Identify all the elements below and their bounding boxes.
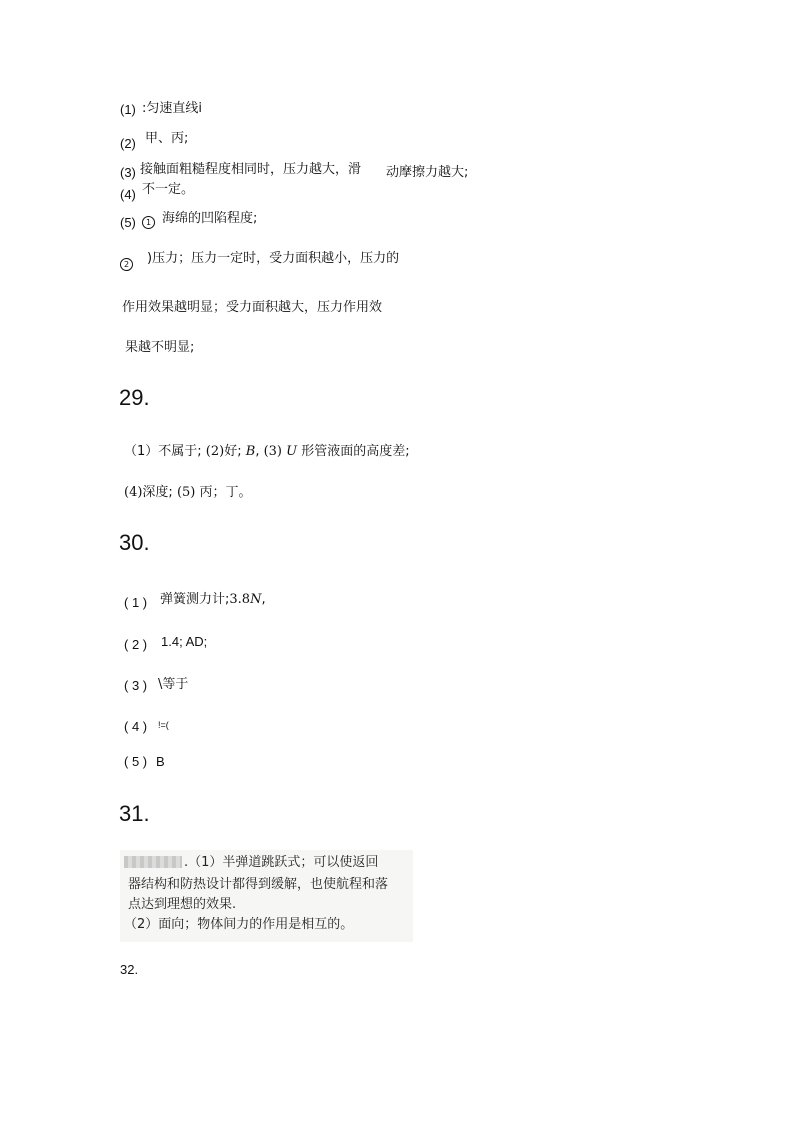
- q30-l1-num: ( 1 ): [124, 595, 148, 610]
- q28-l1-text: :匀速直线i: [142, 101, 202, 116]
- q28-l5-circle-label: 1: [142, 216, 155, 229]
- q28-l4-num: (4): [120, 187, 136, 202]
- q31-l2: 器结构和防热设计都得到缓解，也使航程和落: [128, 877, 389, 892]
- q30-l3-text: \等于: [158, 677, 189, 692]
- q30-l5-num: ( 5 ): [124, 754, 148, 769]
- q28-l6-circle: [118, 257, 135, 273]
- q28-l5-num: (5): [120, 215, 136, 230]
- q29-l1-a: （1）不属于;: [124, 444, 202, 459]
- q30-l1-math: 3.8: [229, 592, 251, 607]
- q30-l1-unit: N: [250, 592, 262, 607]
- q30-l4-text: !=(: [158, 720, 169, 730]
- q29-l2-d: 丙；丁。: [199, 485, 252, 500]
- q28-l2-num: (2): [120, 136, 136, 151]
- q31-l3: 点达到理想的效果.: [128, 897, 237, 912]
- q30-l2-text: 1.4; AD;: [161, 634, 208, 649]
- q29-l1-h: 形管液面的高度差;: [301, 444, 410, 459]
- q30-heading: 30.: [119, 530, 150, 555]
- q29-l1-f: (3): [263, 444, 283, 459]
- q30-l3-num: ( 3 ): [124, 678, 148, 693]
- q28-l7-text: 作用效果越明显；受力面积越大，压力作用效: [122, 300, 383, 315]
- q29-heading: 29.: [119, 385, 150, 410]
- q29-l2-c: (5): [176, 485, 196, 500]
- q30-l1-text: 弹簧测力计;: [160, 592, 230, 607]
- q29-l1-b: (2): [205, 444, 225, 459]
- q30-l1-tail: ,: [261, 592, 266, 607]
- q31-l1: .（1）半弹道跳跃式；可以使返回: [184, 855, 379, 870]
- q28-l6-text: )压力；压力一定时，受力面积越小，压力的: [147, 251, 400, 266]
- q30-l2-num: ( 2 ): [124, 637, 148, 652]
- q29-line2: [124, 485, 252, 501]
- q28-l6-circle-label: 2: [120, 258, 133, 271]
- q28-l5-text: 海绵的凹陷程度;: [162, 211, 258, 226]
- q28-l2-text: 甲、丙;: [145, 131, 189, 146]
- q28-l8-text: 果越不明显;: [125, 340, 195, 355]
- q29-l2-b: 深度;: [142, 485, 173, 500]
- q31-blurred-label: [124, 856, 182, 868]
- q28-l3-num: (3): [120, 165, 136, 180]
- q29-l1-c: 好;: [224, 444, 242, 459]
- q29-l2-a: (4): [124, 485, 143, 500]
- q30-line1: [160, 592, 266, 608]
- q28-l4-text: 不一定。: [142, 182, 195, 197]
- q29-l1-g: U: [286, 444, 298, 459]
- q28-l3-text-a: 接触面粗糙程度相同时，压力越大，滑: [140, 162, 362, 177]
- q28-l5-circle: [140, 215, 157, 231]
- q30-l4-num: ( 4 ): [124, 719, 148, 734]
- q29-l1-e: ,: [255, 444, 260, 459]
- q30-l5-text: B: [156, 754, 165, 769]
- q29-l1-d: B: [245, 444, 256, 459]
- q28-l1-num: (1): [120, 102, 136, 117]
- q28-l3-text-b: 动摩擦力越大;: [386, 165, 469, 180]
- q32-heading: 32.: [120, 962, 139, 977]
- q31-l4: （2）面向；物体间力的作用是相互的。: [124, 917, 354, 932]
- q31-heading: 31.: [119, 801, 150, 826]
- q29-line1: [124, 444, 410, 460]
